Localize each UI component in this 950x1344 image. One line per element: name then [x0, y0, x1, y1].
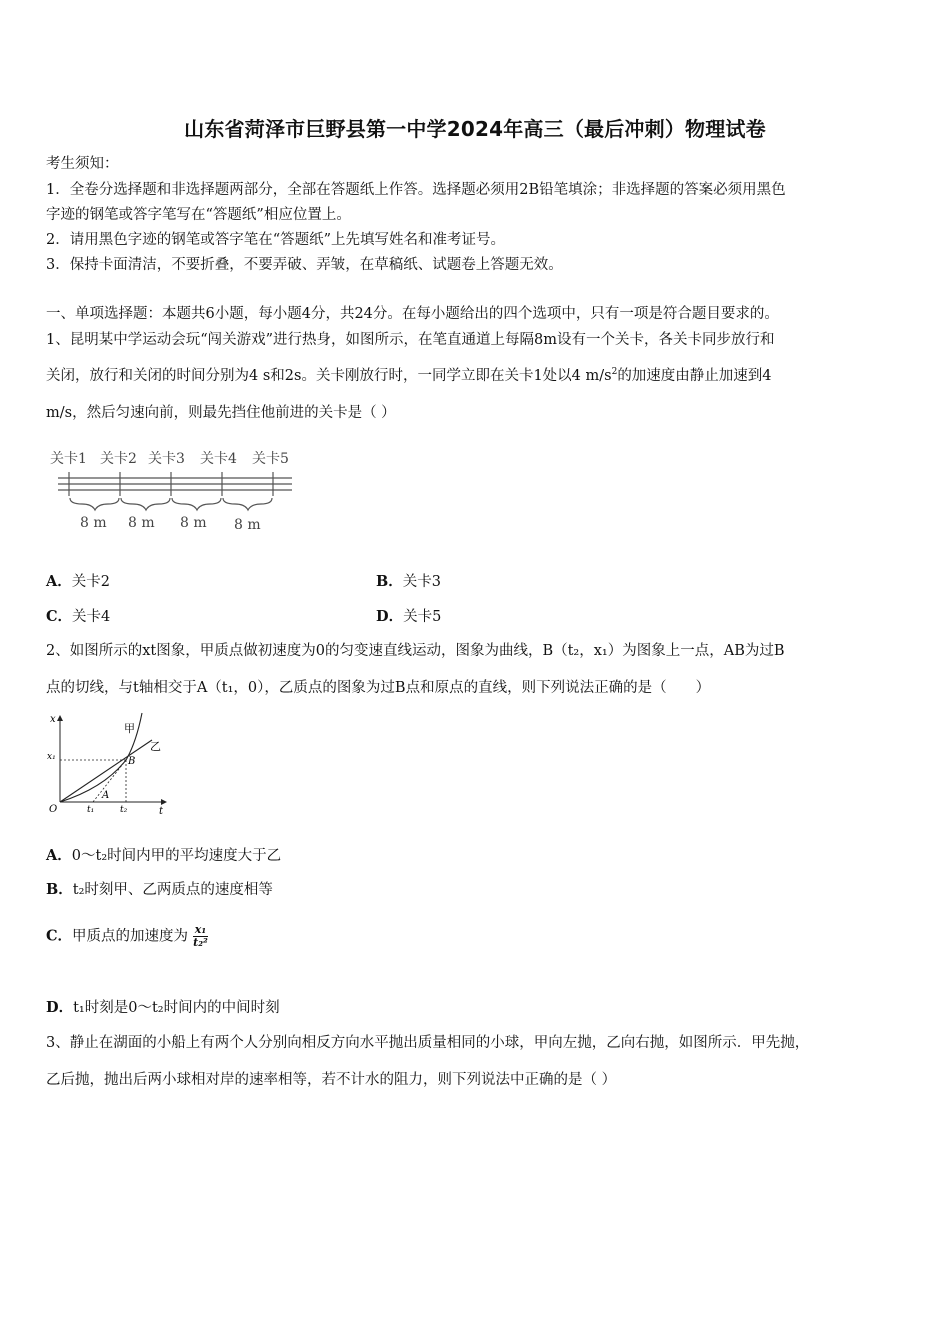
- origin-label: O: [49, 804, 58, 815]
- brace: [172, 498, 221, 510]
- axis-label: x: [50, 714, 56, 725]
- gate-label: 关卡2: [100, 451, 137, 467]
- option-b[interactable]: B．t₂时刻甲、乙两质点的速度相等: [46, 881, 273, 898]
- point-b-label: B: [128, 756, 136, 767]
- point-a-label: A: [102, 790, 110, 801]
- question-1-text: 关闭，放行和关闭的时间分别为4 s和2s。关卡刚放行时，一同学立即在关卡1处以4 m/s: [46, 368, 612, 384]
- option-c[interactable]: C．关卡4: [46, 608, 111, 625]
- brace: [121, 498, 170, 510]
- t1-label: t₁: [87, 805, 95, 815]
- gate-label: 关卡4: [200, 451, 237, 467]
- t2-label: t₂: [120, 805, 128, 815]
- superscript: 2: [611, 367, 618, 378]
- gates-figure: [48, 442, 308, 537]
- option-a[interactable]: A．关卡2: [46, 573, 110, 590]
- curve-label: 甲: [124, 722, 135, 735]
- brace: [70, 498, 119, 510]
- xt-graph: [44, 708, 174, 820]
- exam-title: 山东省菏泽市巨野县第一中学2024年高三（最后冲刺）物理试卷: [184, 117, 766, 141]
- fraction: $\frac{\text{x₁}}{\text{t₂²}}$: [193, 923, 208, 949]
- question-1-text: 的加速度由静止加速到4: [617, 368, 772, 384]
- question-2-line: 2、如图所示的xt图象，甲质点做初速度为0的匀变速直线运动，图象为曲线，B（t₂，x₁）为图象上一点，AB为过B: [46, 643, 785, 659]
- spacing-label: 8 m: [180, 515, 207, 531]
- gate-label: 关卡5: [252, 451, 289, 467]
- question-1-line: [46, 364, 772, 385]
- notice-line: 2．请用黑色字迹的钢笔或答字笔在“答题纸”上先填写姓名和准考证号。: [46, 232, 506, 248]
- option-c[interactable]: C．甲质点的加速度为 $\frac{\text{x₁}}{\text{t₂²}}$: [46, 923, 208, 949]
- line-label: 乙: [150, 740, 161, 753]
- gate-label: 关卡3: [148, 451, 185, 467]
- notice-line: 1．全卷分选择题和非选择题两部分，全部在答题纸上作答。选择题必须用2B铅笔填涂；非选择题的答案必须用黑色: [46, 182, 786, 198]
- notice-line: 字迹的钢笔或答字笔写在“答题纸”相应位置上。: [46, 207, 351, 223]
- spacing-label: 8 m: [234, 517, 261, 533]
- spacing-label: 8 m: [80, 515, 107, 531]
- section-heading: 一、单项选择题：本题共6小题，每小题4分，共24分。在每小题给出的四个选项中，只有一项是符合题目要求的。: [46, 306, 779, 322]
- question-1-line: 1、昆明某中学运动会玩“闯关游戏”进行热身，如图所示，在笔直通道上每隔8m设有一个关卡，各关卡同步放行和: [46, 332, 775, 348]
- question-3-line: 乙后抛，抛出后两小球相对岸的速率相等，若不计水的阻力，则下列说法中正确的是（ ）: [46, 1072, 617, 1088]
- notice-line: 3．保持卡面清洁，不要折叠，不要弄破、弄皱，在草稿纸、试题卷上答题无效。: [46, 257, 563, 273]
- notice-heading: 考生须知：: [46, 156, 119, 172]
- brace: [223, 498, 272, 510]
- option-d[interactable]: D．t₁时刻是0～t₂时间内的中间时刻: [46, 999, 280, 1016]
- option-d[interactable]: D．关卡5: [376, 608, 442, 625]
- option-b[interactable]: B．关卡3: [376, 573, 441, 590]
- x1-label: x₁: [47, 752, 56, 762]
- option-a[interactable]: A．0～t₂时间内甲的平均速度大于乙: [46, 847, 282, 864]
- gate-label: 关卡1: [50, 451, 87, 467]
- question-3-line: 3、静止在湖面的小船上有两个人分别向相反方向水平抛出质量相同的小球，甲向左抛，乙向右抛，如图所示．甲先抛，: [46, 1035, 810, 1051]
- question-1-line: m/s，然后匀速向前，则最先挡住他前进的关卡是（ ）: [46, 405, 396, 421]
- spacing-label: 8 m: [128, 515, 155, 531]
- question-2-line: 点的切线，与t轴相交于A（t₁，0），乙质点的图象为过B点和原点的直线，则下列说法正确的是（ ）: [46, 680, 711, 696]
- axis-label: t: [159, 806, 164, 817]
- tangent-ab: [93, 760, 126, 802]
